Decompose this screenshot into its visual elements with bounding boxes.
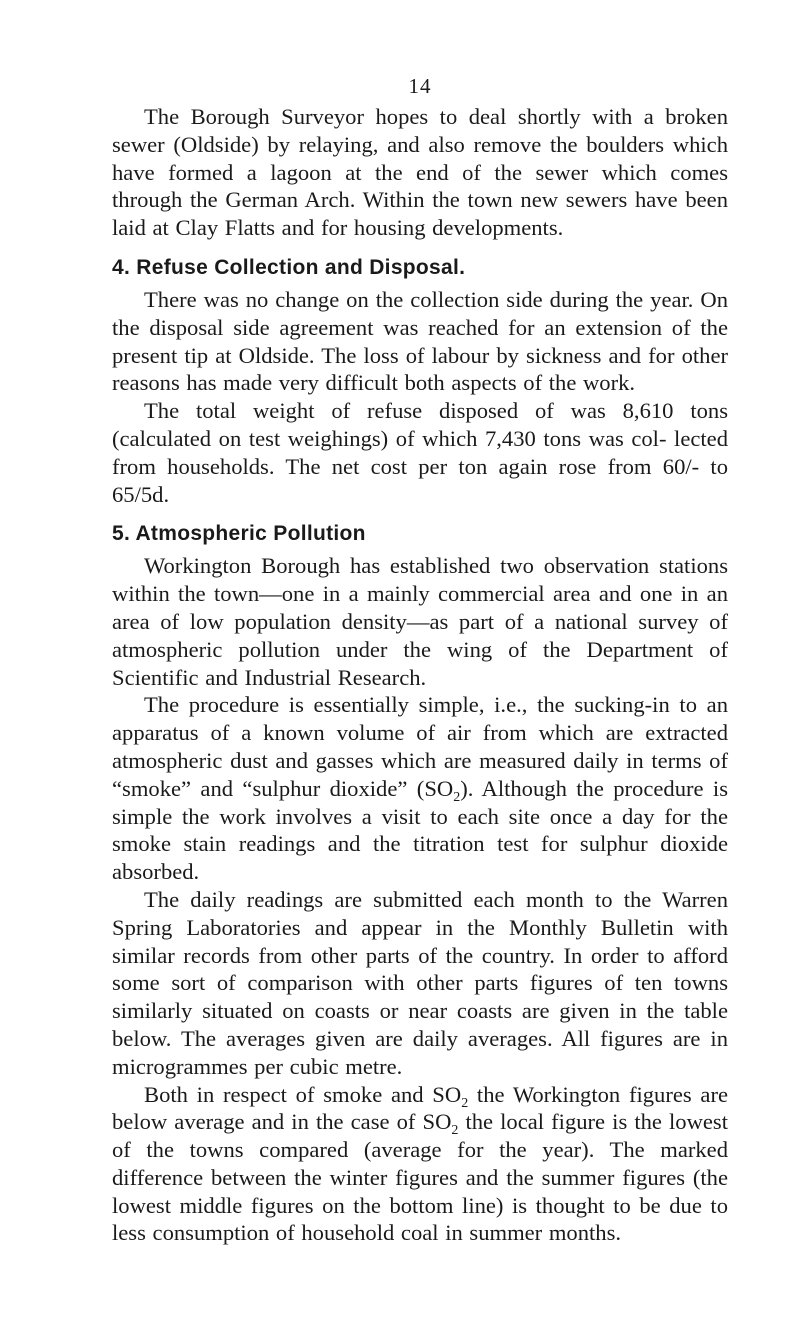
text-run: The procedure is essentially simple, i.e., the sucking-in to an apparatus of a known volume of air from which are extracted atmospheric dust and gasses which are measured daily in terms of “smoke” and “sulphur dioxide” (SO (112, 692, 728, 801)
document-page (112, 74, 728, 1247)
pollution-paragraph (112, 1081, 728, 1248)
pollution-heading: 5. Atmospheric Pollution (112, 522, 366, 546)
pollution-paragraph: The daily readings are submitted each month to the Warren Spring Laboratories and appear in the Monthly Bulletin with similar records from other parts of the country. In order to afford some sort of comparison with other parts figures of ten towns similarly situated on coasts or near coasts are given in the table below. The averages given are daily averages. All figures are in microgrammes per cubic metre. (112, 886, 728, 1079)
sewer-paragraph: The Borough Surveyor hopes to deal shortly with a broken sewer (Oldside) by relaying, and also remove the boulders which have formed a lagoon at the end of the sewer which comes through the German Arch. Within the town new sewers have been laid at Clay Flatts and for housing developments. (112, 104, 728, 241)
text-run: the Workington figures are below average and in the case of SO (112, 1081, 728, 1135)
pollution-paragraph (112, 691, 728, 886)
refuse-heading: 4. Refuse Collection and Disposal. (112, 255, 466, 279)
text-run: ). Although the procedure is simple the work involves a visit to each site once a day for the smoke stain readings and the titration test for sulphur dioxide absorbed. (112, 775, 728, 885)
text-run: the local figure is the lowest of the towns compared (average for the year). The marked difference between the winter figures and the summer figures (the lowest middle figures on the bottom line) is thought to be due to less consumption of household coal in summer months. (112, 1109, 728, 1246)
page-number: 14 (408, 74, 432, 98)
subscript: 2 (451, 1123, 459, 1139)
pollution-paragraph: Workington Borough has established two observation stations within the town—one in a mainly commercial area and one in an area of low population density—as part of a national survey of atmospheric pollution under the wing of the Department of Scientific and Industrial Research. (112, 553, 728, 690)
refuse-paragraph: The total weight of refuse disposed of was 8,610 tons (calculated on test weighings) of which 7,430 tons was col- lected from households. The net cost per ton again rose from 60/- to 65/5d. (112, 398, 728, 507)
refuse-paragraph: There was no change on the collection side during the year. On the disposal side agreement was reached for an extension of the present tip at Oldside. The loss of labour by sickness and for other reasons has made very difficult both aspects of the work. (112, 286, 728, 396)
text-run: Both in respect of smoke and SO (144, 1081, 462, 1107)
subscript: 2 (453, 789, 461, 805)
subscript: 2 (461, 1095, 469, 1111)
